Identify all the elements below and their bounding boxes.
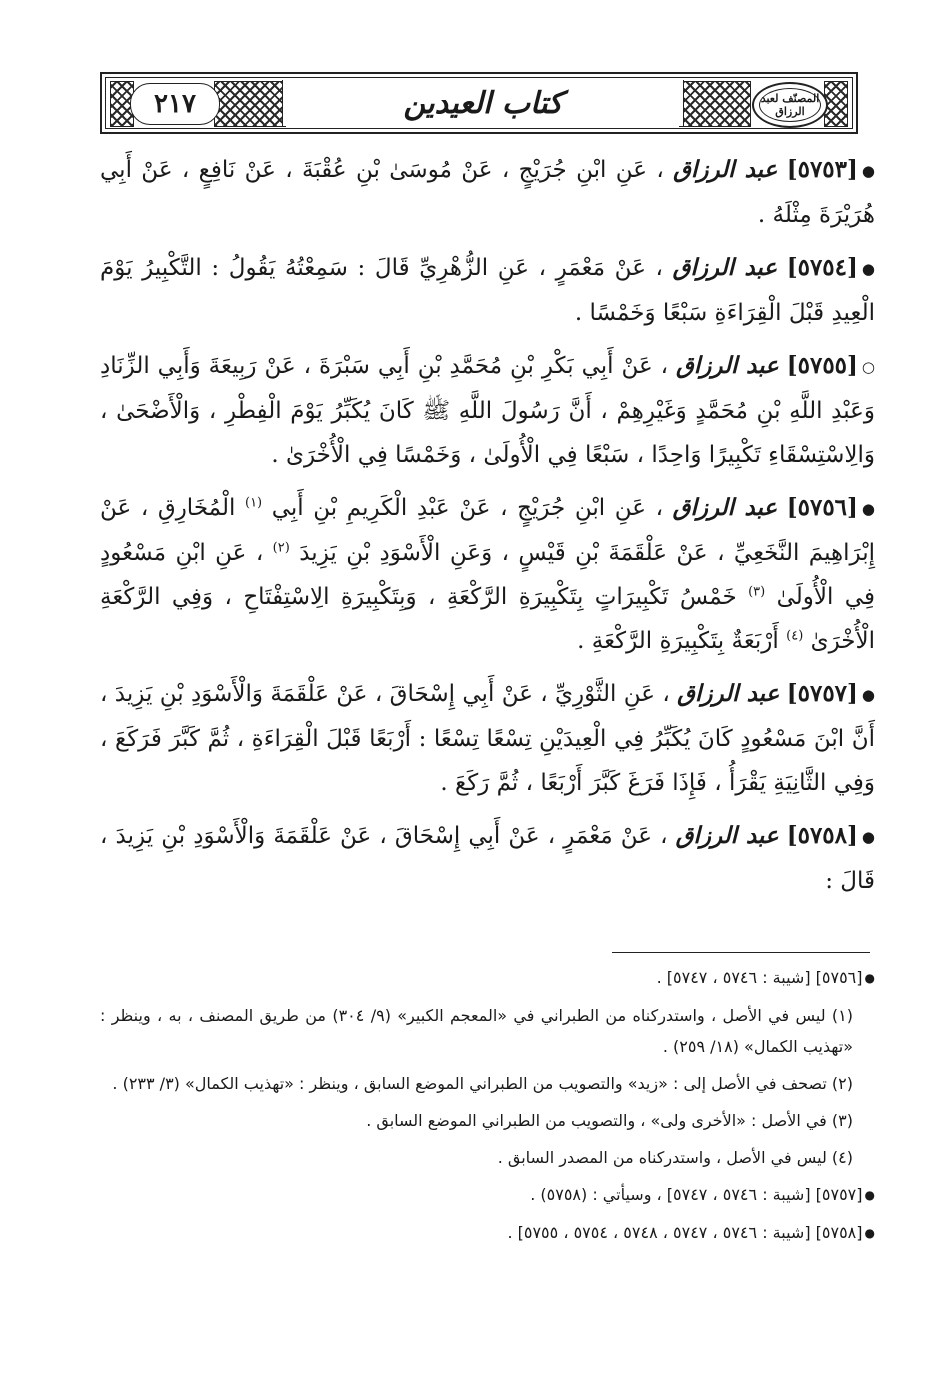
book-logo-icon: [752, 82, 828, 128]
footnote-text: [٥٧٥٨] [شيبة : ٥٧٤٦ ، ٥٧٤٧ ، ٥٧٤٨ ، ٥٧٥٤ ، ٥٧٥٥] .: [507, 1223, 863, 1242]
hadith-marker-icon: ●: [861, 500, 876, 518]
hadith-marker-icon: ○: [861, 358, 876, 376]
footnote-ref-2[interactable]: (٢): [272, 540, 290, 556]
hadith-text: ، عَنِ ابْنِ جُرَيْجٍ ، عَنْ مُوسَىٰ بْنِ عُقْبَةَ ، عَنْ نَافِعٍ ، عَنْ أَبِي هُرَيْرَةَ مِثْلَهُ .: [100, 157, 875, 228]
footnote-3: [100, 1105, 875, 1136]
hadith-text: ، عَنِ ابْنِ جُرَيْجٍ ، عَنْ عَبْدِ الْكَرِيمِ بْنِ أَبِي: [271, 495, 664, 521]
footnote-text: [٥٧٥٧] [شيبة : ٥٧٤٦ ، ٥٧٤٧] ، وسيأتي : (٥٧٥٨) .: [530, 1185, 863, 1204]
page-header: [100, 72, 858, 134]
hadith-marker-icon: ●: [861, 260, 875, 278]
footnote-marker-icon: ●: [864, 971, 875, 985]
footnote-marker-icon: ●: [864, 1226, 875, 1240]
hadith-number: [٥٧٥٧]: [786, 680, 858, 707]
running-title-frame: [282, 80, 684, 126]
hadith-marker-icon: ●: [861, 828, 875, 846]
footnote-separator: [612, 952, 870, 953]
footnotes: [100, 962, 875, 1255]
hadith-5756: [100, 486, 875, 663]
hadith-number: [٥٧٥٨]: [786, 822, 858, 849]
hadith-marker-icon: ●: [861, 162, 875, 180]
footnote-source-5757: [100, 1179, 875, 1211]
hadith-text: الْمُخَارِقِ ، عَنْ إِبْرَاهِيمَ النَّخَعِيِّ ، عَنْ عَلْقَمَةَ بْنِ قَيْسٍ ، وَعَنِ الْأَسْوَدِ بْنِ يَزِيدَ: [100, 495, 876, 566]
book-logo-inner: [759, 88, 821, 122]
footnote-ref-3[interactable]: (٣): [748, 584, 766, 600]
footnote-text: (٢) تصحف في الأصل إلى : «زيد» والتصويب من الطبراني الموضع السابق ، وينظر : «تهذيب الكمال» (٣/ ٢٣٣) .: [112, 1074, 853, 1093]
hadith-narrator: عبد الرزاق: [672, 494, 778, 521]
footnote-1: [100, 1000, 875, 1062]
footnote-2: [100, 1068, 875, 1099]
hadith-text: ، عَنِ ابْنِ مَسْعُودٍ فِي الْأُولَىٰ: [100, 540, 875, 610]
page-number-text: ٢١٧: [154, 89, 196, 119]
hadith-number: [٥٧٥٦]: [786, 494, 858, 521]
hadith-5755: [100, 344, 875, 477]
hadith-number: [٥٧٥٥]: [786, 352, 858, 379]
hadith-narrator: عبد الرزاق: [675, 352, 779, 379]
hadith-text: خَمْسُ تَكْبِيرَاتٍ بِتَكْبِيرَةِ الرَّكْعَةِ ، وَبِتَكْبِيرَةِ الِاسْتِفْتَاحِ ، وَفِي الرَّكْعَةِ الْأُخْرَىٰ: [100, 584, 875, 654]
hadith-text: ، عَنْ مَعْمَرٍ ، عَنِ الزُّهْرِيِّ قَالَ : سَمِعْتُهُ يَقُولُ : التَّكْبِيرُ يَوْمَ الْعِيدِ قَبْلَ الْقِرَاءَةِ سَبْعًا وَخَمْسًا .: [100, 255, 875, 326]
hadith-narrator: عبد الرزاق: [673, 156, 778, 183]
footnote-4: [100, 1142, 875, 1173]
book-logo-text: المصنّف لعبد الرزاق: [760, 92, 820, 118]
hadith-number: [٥٧٥٣]: [786, 156, 858, 183]
main-text: [100, 148, 875, 912]
hadith-5758: [100, 814, 875, 903]
ornament-center-right: [679, 81, 751, 127]
ornament-center-left: [214, 81, 286, 127]
footnote-ref-1[interactable]: (١): [244, 495, 263, 511]
hadith-text: ، عَنْ أَبِي بَكْرِ بْنِ مُحَمَّدِ بْنِ أَبِي سَبْرَةَ ، عَنْ رَبِيعَةَ وَأَبِي الزِّنَادِ وَعَبْدِ اللَّهِ بْنِ مُحَمَّدٍ وَغَيْرِهِمْ ، أَنَّ رَسُولَ اللَّهِ ﷺ كَانَ يُكَبِّرُ يَوْمَ الْفِطْرِ ، وَالْأَضْحَىٰ ، وَالِاسْتِسْقَاءِ تَكْبِيرًا وَاحِدًا ، سَبْعًا فِي الْأُولَىٰ ، وَخَمْسًا فِي الْأُخْرَىٰ .: [100, 353, 875, 468]
footnote-ref-4[interactable]: (٤): [786, 628, 804, 644]
hadith-5754: [100, 246, 875, 335]
hadith-narrator: عبد الرزاق: [672, 254, 778, 281]
hadith-text: ، عَنْ مَعْمَرٍ ، عَنْ أَبِي إِسْحَاقَ ، عَنْ عَلْقَمَةَ وَالْأَسْوَدِ بْنِ يَزِيدَ ، قَالَ :: [100, 823, 875, 894]
hadith-narrator: عبد الرزاق: [677, 680, 780, 707]
hadith-text: ، عَنِ الثَّوْرِيِّ ، عَنْ أَبِي إِسْحَاقَ ، عَنْ عَلْقَمَةَ وَالْأَسْوَدِ بْنِ يَزِيدَ ، أَنَّ ابْنَ مَسْعُودٍ كَانَ يُكَبِّرُ فِي الْعِيدَيْنِ تِسْعًا تِسْعًا : أَرْبَعًا قَبْلَ الْقِرَاءَةِ ، ثُمَّ كَبَّرَ فَرَكَعَ ، وَفِي الثَّانِيَةِ يَقْرَأُ ، فَإِذَا فَرَغَ كَبَّرَ أَرْبَعًا ، ثُمَّ رَكَعَ .: [100, 681, 875, 796]
running-title: كتاب العيدين: [403, 85, 563, 121]
hadith-number: [٥٧٥٤]: [786, 254, 858, 281]
footnote-source-5758: [100, 1217, 875, 1249]
footnote-source-5756: [100, 962, 875, 994]
hadith-5753: [100, 148, 875, 237]
hadith-narrator: عبد الرزاق: [675, 822, 779, 849]
page-number: [130, 83, 220, 125]
footnote-text: (٣) في الأصل : «الأخرى ولى» ، والتصويب من الطبراني الموضع السابق .: [366, 1111, 853, 1130]
hadith-5757: [100, 672, 875, 805]
footnote-text: [٥٧٥٦] [شيبة : ٥٧٤٦ ، ٥٧٤٧] .: [656, 968, 863, 987]
hadith-marker-icon: ●: [861, 686, 876, 704]
hadith-text: أَرْبَعَةٌ بِتَكْبِيرَةِ الرَّكْعَةِ .: [577, 628, 779, 654]
footnote-text: (٤) ليس في الأصل ، واستدركناه من المصدر السابق .: [497, 1148, 853, 1167]
footnote-marker-icon: ●: [864, 1188, 875, 1202]
footnote-text: (١) ليس في الأصل ، واستدركناه من الطبراني في «المعجم الكبير» (٩/ ٣٠٤) من طريق المصنف ، به ، وينظر : «تهذيب الكمال» (١٨/ ٢٥٩) .: [100, 1006, 853, 1056]
